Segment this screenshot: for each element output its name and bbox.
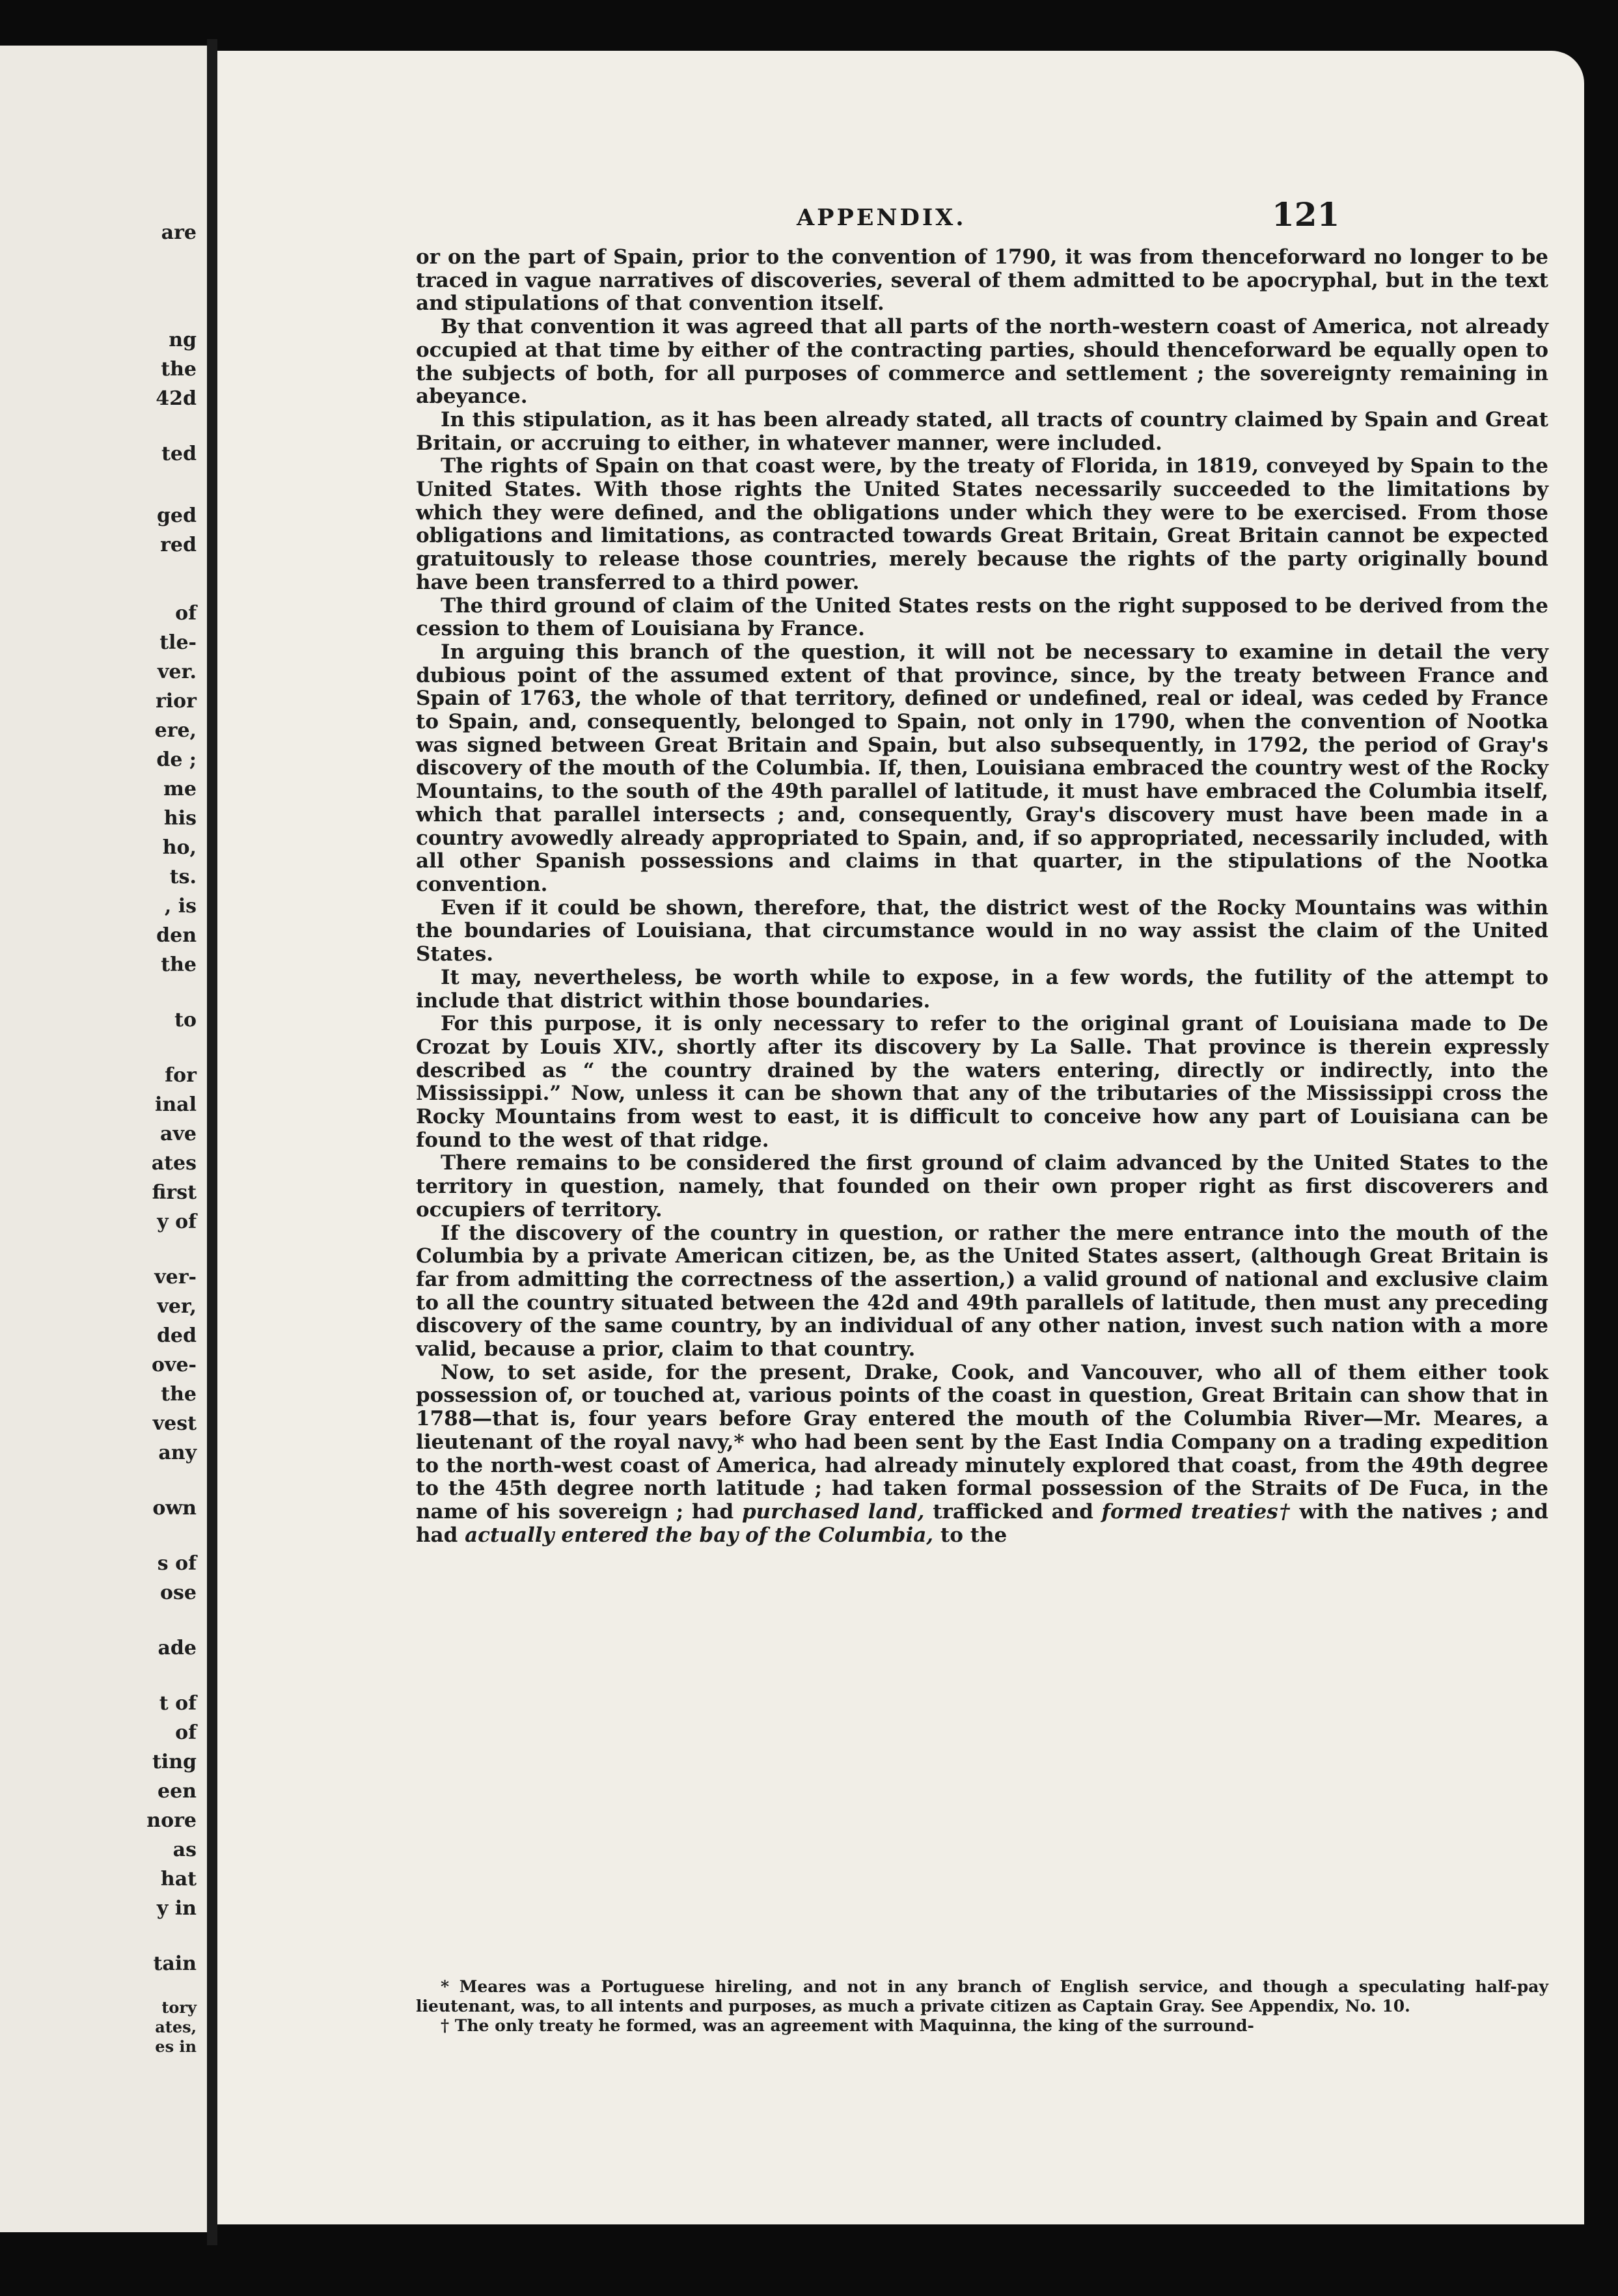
running-header: APPENDIX. [797,204,967,231]
facing-page-fragment: the [161,1383,197,1406]
facing-page-fragment: ver- [154,1266,197,1289]
facing-page-fragment: ose [160,1581,197,1604]
facing-page-fragment: ho, [162,836,197,859]
facing-page-fragment: vest [152,1412,197,1435]
book-page [217,51,1584,2224]
facing-page-fragment: y of [157,1210,197,1233]
facing-page-fragment: de ; [156,748,197,771]
facing-page-fragment: t of [159,1692,197,1715]
facing-page-fragment: y in [156,1897,197,1920]
facing-page-fragment: hat [160,1868,197,1891]
facing-page-fragment: to [174,1009,197,1032]
facing-page-fragment: me [163,778,197,800]
facing-page-fragment: ove- [152,1354,197,1376]
facing-page-fragment: as [172,1838,197,1861]
facing-page-fragment: red [160,534,197,556]
footnotes [416,1977,1548,2036]
facing-page-edge [0,46,209,2232]
italic-phrase: purchased land, [741,1499,925,1524]
paragraph: There remains to be considered the first ground of claim advanced by the United States to the territory in question, namely, that founded on their own proper right as first discoverers and occupiers of territory. [416,1151,1548,1222]
facing-page-fragment: 42d [156,387,197,410]
facing-page-fragment: ged [156,504,197,527]
facing-page-fragment: ade [158,1637,197,1660]
facing-page-fragment: rior [155,690,197,713]
footnote: * Meares was a Portuguese hireling, and not in any branch of English service, and though a speculating half-pay lieutenant, was, to all intents and purposes, as much a private citizen as Captain Gray. See Appendix, No. 10. [416,1977,1548,2016]
facing-page-fragment: ts. [169,866,197,888]
facing-page-fragment: first [152,1181,197,1204]
facing-page-fragment: ded [156,1324,197,1347]
facing-page-fragment: for [165,1064,197,1087]
paragraph-text: trafficked and [924,1499,1102,1524]
facing-page-fragment: ere, [154,719,197,742]
facing-page-fragment: , is [164,895,197,918]
facing-page-fragment: tory [161,1998,197,2017]
facing-page-fragment: ave [160,1123,197,1145]
paragraph: The third ground of claim of the United States rests on the right supposed to be derived from the cession to them of Louisiana by France. [416,594,1548,641]
paragraph: or on the part of Spain, prior to the convention of 1790, it was from thenceforward no longer to be traced in vague narratives of discoveries, several of them admitted to be apocryphal, but in the text and stipulations of that convention itself. [416,245,1548,316]
facing-page-fragment: es in [155,2037,197,2056]
facing-page-fragment: een [158,1780,197,1803]
paragraph-text: with the natives ; and had [416,1499,1548,1547]
paragraph: In this stipulation, as it has been already stated, all tracts of country claimed by Spain and Great Britain, or accruing to either, in whatever manner, were included. [416,407,1548,455]
paragraph: If the discovery of the country in question, or rather the mere entrance into the mouth of the Columbia by a private American citizen, be, as the United States assert, (although Great Britain is far from admitting the correctness of the assertion,) a valid ground of national and exclusive claim to all the country situated between the 42d and 49th parallels of latitude, then must any preceding discovery of the same country, by an individual of any other nation, invest such nation with a more valid, because a prior, claim to that country. [416,1221,1548,1361]
facing-page-fragment: nore [146,1809,197,1832]
facing-page-fragment: s of [157,1552,197,1575]
book-gutter [207,39,217,2245]
facing-page-fragment: of [175,602,197,625]
facing-page-fragment: ver. [157,661,197,683]
paragraph-text: Now, to set aside, for the present, Drake, Cook, and Vancouver, who all of them either took possession of, or touched at, various points of the coast in question, Great Britain can show that in 1788—that is, four years before Gray entered the mouth of the Columbia River—Mr. Meares, a lieutenant of the royal navy,* who had been sent by the East India Company on a trading expedition to the north-west coast of America, had already minutely explored that coast, from the 49th degree to the 45th degree north latitude ; had taken formal possession of the Straits of De Fuca, in the name of his sovereign ; had [416,1360,1548,1524]
paragraph: In arguing this branch of the question, it will not be necessary to examine in detail the very dubious point of the assumed extent of that province, since, by the treaty between France and Spain of 1763, the whole of that territory, defined or undefined, real or ideal, was ceded by France to Spain, and, consequently, belonged to Spain, not only in 1790, when the convention of Nootka was signed between Great Britain and Spain, but also subsequently, in 1792, the period of Gray's discovery of the mouth of the Columbia. If, then, Louisiana embraced the country west of the Rocky Mountains, to the south of the 49th parallel of latitude, it must have embraced the Columbia itself, which that parallel intersects ; and, consequently, Gray's discovery must have been made in a country avowedly already appropriated to Spain, and, if so appropriated, necessarily included, with all other Spanish possessions and claims in that quarter, in the stipulations of the Nootka convention. [416,640,1548,896]
facing-page-fragment: tle- [159,631,197,654]
facing-page-fragment: ng [169,329,197,351]
facing-page-fragment: inal [154,1093,197,1116]
body-text [416,246,1548,1547]
paragraph: For this purpose, it is only necessary to refer to the original grant of Louisiana made to De Crozat by Louis XIV., shortly after its discovery by La Salle. That province is therein expressly described as “ the country drained by the waters entering, directly or indirectly, into the Mississippi.” Now, unless it can be shown that any of the tributaries of the Mississippi cross the Rocky Mountains from west to east, it is difficult to conceive how any part of Louisiana can be found to the west of that ridge. [416,1012,1548,1152]
paragraph: The rights of Spain on that coast were, by the treaty of Florida, in 1819, conveyed by Spain to the United States. With those rights the United States necessarily succeeded to the limitations by which they were defined, and the obligations under which they were to be exercised. From those obligations and limitations, as contracted towards Great Britain, Great Britain cannot be expected gratuitously to release those countries, merely because the rights of the party originally bound have been transferred to a third power. [416,454,1548,594]
facing-page-fragment: ates, [155,2017,197,2036]
paragraph: By that convention it was agreed that all parts of the north-western coast of America, not already occupied at that time by either of the contracting parties, should thenceforward be equally open to the subjects of both, for all purposes of commerce and settlement ; the sovereignty remaining in abeyance. [416,315,1548,409]
paragraph-text: to the [933,1523,1008,1547]
facing-page-fragment: ted [161,443,197,465]
facing-page-fragment: the [161,953,197,976]
facing-page-fragment: any [158,1442,197,1464]
paragraph: Even if it could be shown, therefore, that, the district west of the Rocky Mountains was within the boundaries of Louisiana, that circumstance would in no way assist the claim of the United States. [416,895,1548,966]
facing-page-fragment: are [161,221,197,244]
facing-page-fragment: his [163,807,197,830]
italic-phrase: formed treaties† [1101,1499,1291,1524]
page-number: 121 [1272,195,1340,234]
facing-page-fragment: den [156,924,197,947]
footnote: † The only treaty he formed, was an agreement with Maquinna, the king of the surround- [441,2016,1254,2035]
italic-phrase: actually entered the bay of the Columbia, [465,1523,934,1547]
facing-page-fragment: tain [153,1952,197,1975]
facing-page-fragment: of [175,1721,197,1744]
paragraph [416,1361,1548,1548]
facing-page-fragment: ting [152,1751,197,1773]
paragraph: It may, nevertheless, be worth while to expose, in a few words, the futility of the attempt to include that district within those boundaries. [416,965,1548,1013]
facing-page-fragment: ver, [157,1295,197,1318]
facing-page-fragment: ates [151,1152,197,1175]
facing-page-fragment: own [152,1497,197,1520]
facing-page-fragment: the [161,358,197,381]
